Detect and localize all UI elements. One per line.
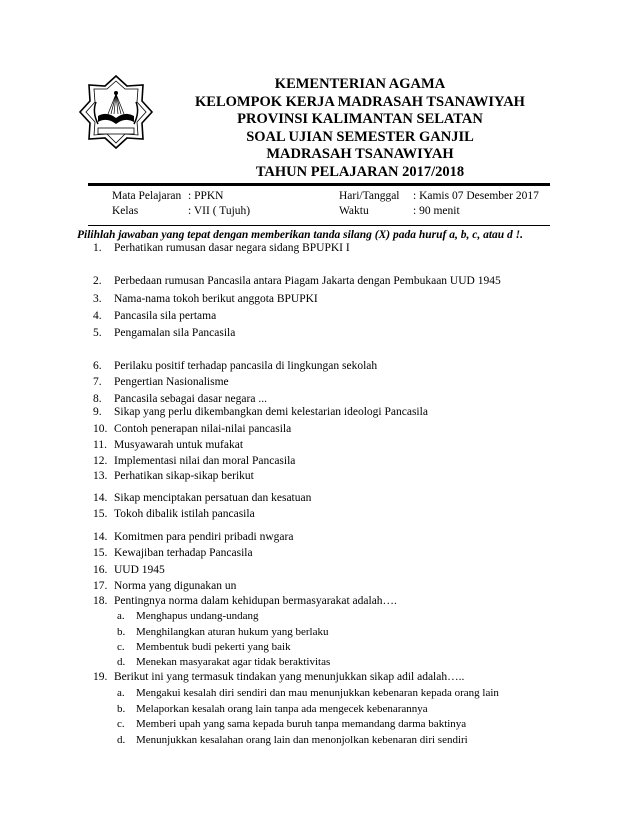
question-text: Pengertian Nasionalisme (114, 376, 229, 388)
header-line: PROVINSI KALIMANTAN SELATAN (237, 111, 483, 128)
question-text: Komitmen para pendiri pribadi nwgara (114, 531, 294, 543)
option-text: Membentuk budi pekerti yang baik (136, 641, 291, 653)
question-number: 17. (93, 580, 108, 592)
header-line: TAHUN PELAJARAN 2017/2018 (255, 163, 465, 180)
option-text: Menekan masyarakat agar tidak beraktivitas (136, 656, 331, 668)
question-number: 12. (93, 455, 108, 467)
subject-label: Mata Pelajaran (112, 190, 182, 202)
header-line: KELOMPOK KERJA MADRASAH TSANAWIYAH (195, 93, 525, 110)
option-text: Menghilangkan aturan hukum yang berlaku (136, 626, 329, 638)
meta-divider (88, 225, 550, 226)
question-number: 6. (93, 360, 102, 372)
date-label: Hari/Tanggal (339, 190, 400, 202)
question-text: Pancasila sebagai dasar negara ... (114, 393, 267, 405)
question-number: 10. (93, 423, 108, 435)
class-value: : VII ( Tujuh) (188, 205, 251, 217)
header-line: MADRASAH TSANAWIYAH (266, 146, 454, 163)
date-value: : Kamis 07 Desember 2017 (413, 190, 539, 202)
question-text: Sikap yang perlu dikembangkan demi kelestarian ideologi Pancasila (114, 406, 428, 418)
question-text: Implementasi nilai dan moral Pancasila (114, 455, 296, 467)
question-text: Norma yang digunakan un (114, 580, 237, 592)
option-label: c. (117, 641, 125, 653)
option-label: b. (117, 703, 126, 715)
question-number: 5. (93, 327, 102, 339)
question-number: 14. (93, 492, 108, 504)
option-text: Melaporkan kesalah orang lain tanpa ada mengecek kebenarannya (136, 703, 428, 715)
question-number: 11. (93, 439, 107, 451)
option-label: b. (117, 626, 126, 638)
question-number: 7. (93, 376, 102, 388)
question-text: Kewajiban terhadap Pancasila (114, 547, 253, 559)
question-text: Berikut ini yang termasuk tindakan yang menunjukkan sikap adil adalah….. (114, 671, 465, 683)
question-number: 9. (93, 406, 102, 418)
option-text: Memberi upah yang sama kepada buruh tanpa memandang darma baktinya (136, 718, 467, 730)
instruction-text: Pilihlah jawaban yang tepat dengan memberikan tanda silang (X) pada huruf a, b, c, atau d !. (77, 229, 524, 241)
question-text: Perbedaan rumusan Pancasila antara Piagam Jakarta dengan Pembukaan UUD 1945 (114, 275, 501, 287)
question-text: Pengamalan sila Pancasila (114, 327, 236, 339)
question-number: 18. (93, 595, 108, 607)
header-divider-thick (88, 183, 550, 186)
question-text: Pancasila sila pertama (114, 310, 217, 322)
question-number: 16. (93, 564, 108, 576)
question-number: 3. (93, 293, 102, 305)
question-number: 1. (93, 242, 102, 254)
header-line: SOAL UJIAN SEMESTER GANJIL (246, 128, 474, 145)
question-number: 15. (93, 547, 108, 559)
question-text: Sikap menciptakan persatuan dan kesatuan (114, 492, 312, 504)
option-label: d. (117, 734, 126, 746)
option-label: d. (117, 656, 126, 668)
option-label: a. (117, 610, 125, 622)
question-text: Pentingnya norma dalam kehidupan bermasyarakat adalah…. (114, 595, 397, 607)
question-number: 2. (93, 275, 102, 287)
question-text: Contoh penerapan nilai-nilai pancasila (114, 423, 292, 435)
question-number: 13. (93, 470, 108, 482)
option-label: a. (117, 687, 125, 699)
question-text: Perhatikan rumusan dasar negara sidang BPUPKI I (114, 242, 350, 254)
option-text: Mengakui kesalah diri sendiri dan mau menunjukkan kebenaran kepada orang lain (136, 687, 499, 699)
question-number: 14. (93, 531, 108, 543)
option-text: Menunjukkan kesalahan orang lain dan menonjolkan kebenaran diri sendiri (136, 734, 468, 746)
class-label: Kelas (112, 205, 139, 217)
question-number: 15. (93, 508, 108, 520)
question-text: Perilaku positif terhadap pancasila di lingkungan sekolah (114, 360, 378, 372)
time-value: : 90 menit (413, 205, 460, 217)
question-number: 8. (93, 393, 102, 405)
question-number: 19. (93, 671, 108, 683)
kemenag-emblem-icon (78, 74, 154, 150)
question-number: 4. (93, 310, 102, 322)
time-label: Waktu (339, 205, 369, 217)
question-text: Tokoh dibalik istilah pancasila (114, 508, 255, 520)
subject-value: : PPKN (188, 190, 224, 202)
question-text: Perhatikan sikap-sikap berikut (114, 470, 254, 482)
option-label: c. (117, 718, 125, 730)
question-text: Musyawarah untuk mufakat (114, 439, 244, 451)
question-text: UUD 1945 (114, 564, 165, 576)
header-line: KEMENTERIAN AGAMA (274, 76, 446, 92)
question-text: Nama-nama tokoh berikut anggota BPUPKI (114, 293, 318, 305)
letterhead (150, 76, 570, 182)
option-text: Menghapus undang-undang (136, 610, 259, 622)
